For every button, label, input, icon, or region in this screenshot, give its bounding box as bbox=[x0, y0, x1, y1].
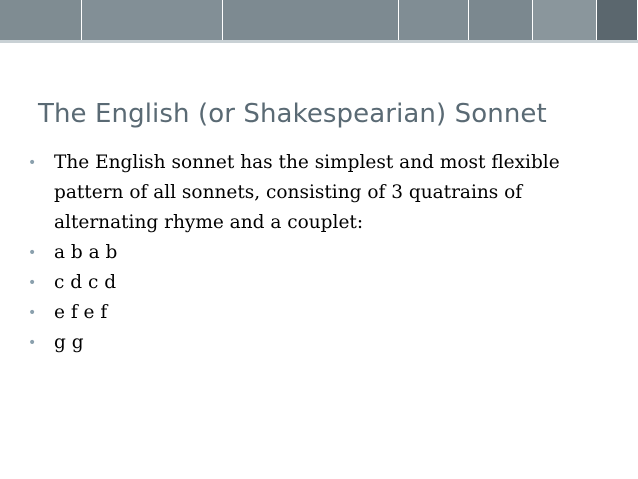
bullet-text: e f e f bbox=[54, 302, 108, 323]
bullet-marker-icon: • bbox=[28, 335, 37, 351]
bullet-text: a b a b bbox=[54, 242, 118, 263]
bullet-item bbox=[28, 298, 588, 328]
header-tile bbox=[0, 0, 82, 40]
header-tile bbox=[399, 0, 469, 40]
bullet-item bbox=[28, 238, 588, 268]
bullet-text: c d c d bbox=[54, 272, 117, 293]
bullet-item bbox=[28, 328, 588, 358]
bullet-marker-icon: • bbox=[28, 275, 37, 291]
header-divider bbox=[0, 40, 638, 43]
slide-title: The English (or Shakespearian) Sonnet bbox=[38, 99, 547, 129]
header-tile bbox=[223, 0, 399, 40]
header-tile bbox=[469, 0, 533, 40]
header-tile bbox=[82, 0, 223, 40]
bullet-marker-icon: • bbox=[28, 155, 37, 171]
header-tile bbox=[533, 0, 597, 40]
bullet-text: The English sonnet has the simplest and most flexible pattern of all sonnets, consisting of 3 quatrains of alternating rhyme and a couplet: bbox=[54, 152, 560, 233]
bullet-item bbox=[28, 148, 588, 238]
decorative-header-bar bbox=[0, 0, 638, 40]
bullet-item bbox=[28, 268, 588, 298]
bullet-marker-icon: • bbox=[28, 305, 37, 321]
bullet-marker-icon: • bbox=[28, 245, 37, 261]
header-tile-dark bbox=[597, 0, 638, 40]
bullet-list bbox=[28, 148, 588, 358]
bullet-text: g g bbox=[54, 332, 84, 353]
